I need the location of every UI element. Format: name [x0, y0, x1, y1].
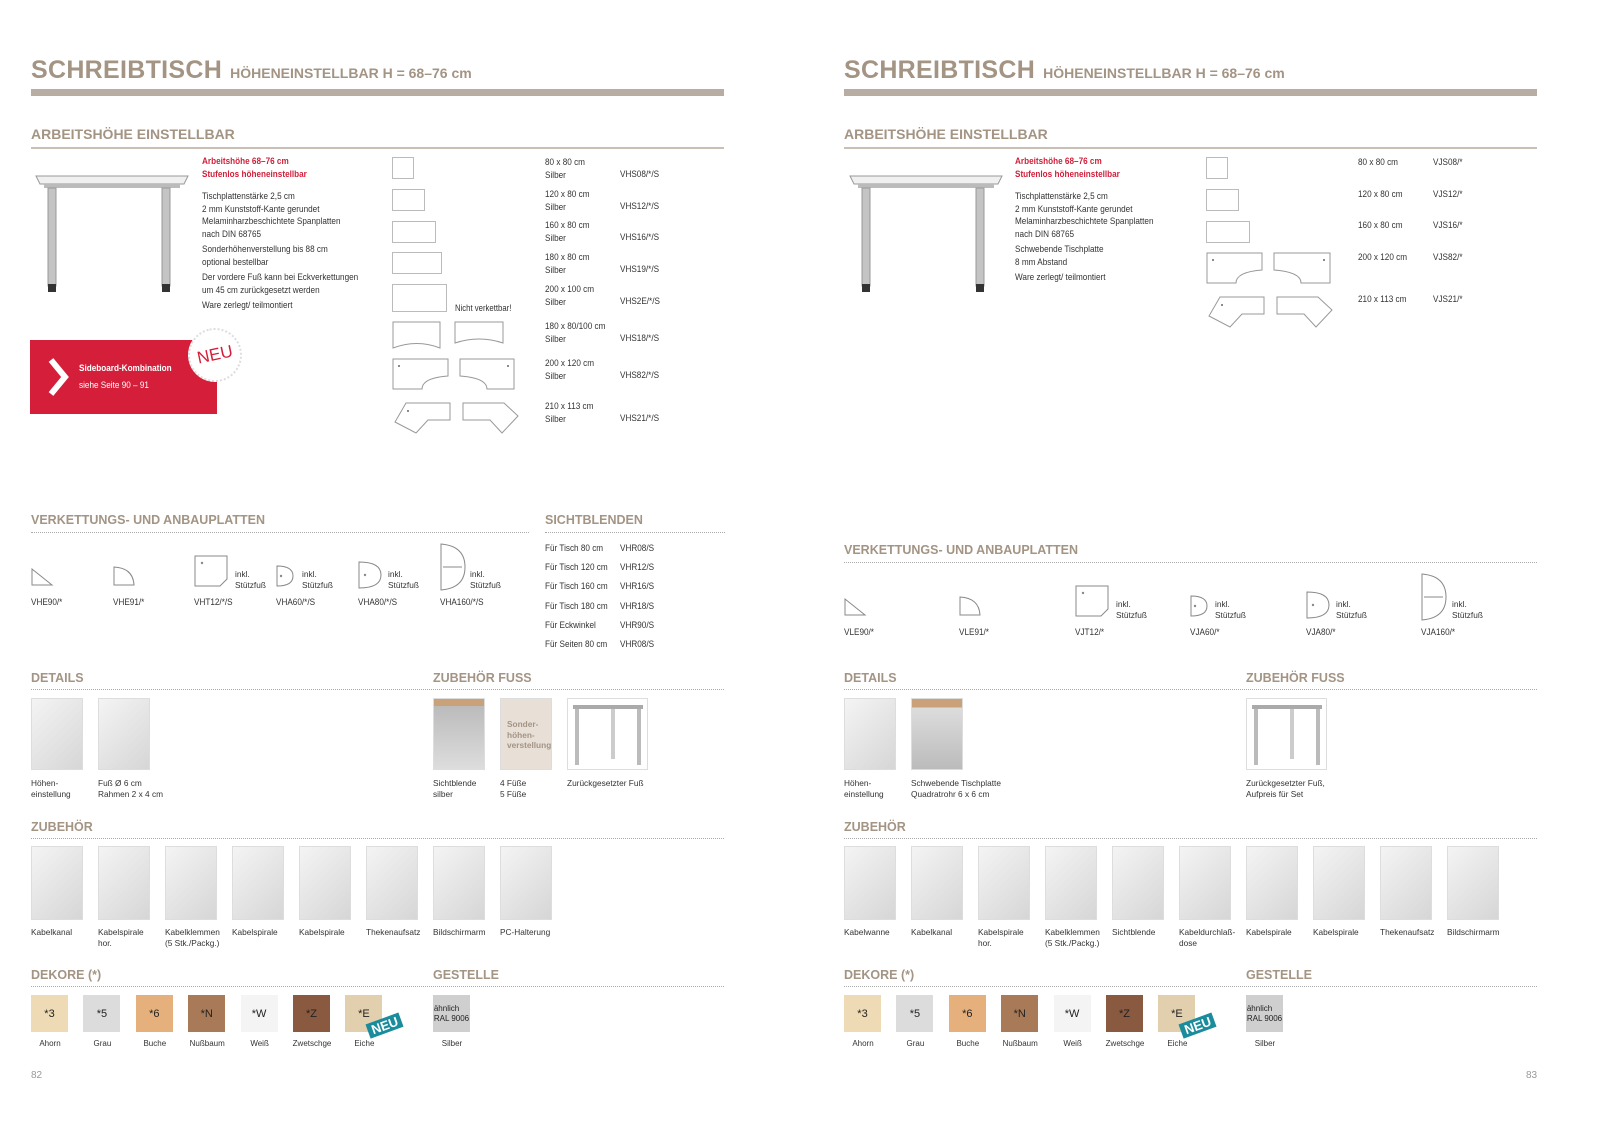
decor-swatch[interactable]: *W: [241, 995, 278, 1032]
section-title: ARBEITSHÖHE EINSTELLBAR: [31, 126, 235, 142]
decor-swatch[interactable]: *Z: [293, 995, 330, 1032]
desk-description: [1015, 156, 1154, 285]
floating-top-photo: [911, 698, 963, 770]
page-subtitle: HÖHENEINSTELLBAR H = 68–76 cm: [1043, 65, 1285, 81]
desc-line: Melaminharzbeschichtete Spanplatten: [202, 216, 341, 227]
half-round-small-icon: [276, 565, 294, 587]
chain-code: VLE91/*: [959, 627, 989, 638]
decor-label: Grau: [93, 1039, 112, 1048]
left-header: [31, 56, 472, 85]
accessory-caption: Kabelkanal: [31, 927, 73, 937]
accessory-caption: Thekenaufsatz: [1380, 927, 1435, 937]
promo-title: Sideboard-Kombination: [79, 363, 172, 374]
incl-foot-note: inkl. Stützfuß: [388, 569, 419, 590]
incl-foot-note: inkl. Stützfuß: [470, 569, 501, 590]
screen-code: VHR08/S: [620, 639, 655, 650]
shape-curved-icon: [392, 321, 506, 349]
screen-code: VHR18/S: [620, 601, 655, 612]
shape-rect-icon: [392, 189, 425, 211]
decor-label: Buche: [143, 1039, 167, 1048]
neu-badge: NEU: [183, 323, 247, 387]
screen-label: Für Tisch 180 cm: [545, 601, 608, 612]
frame-label: Silber: [1254, 1039, 1276, 1048]
chain-code: VHE90/*: [31, 597, 63, 608]
header-rule: [31, 89, 724, 96]
decor-swatch[interactable]: *E: [1158, 995, 1195, 1032]
desk-illustration: [34, 168, 190, 294]
screen-code: VHR90/S: [620, 620, 655, 631]
desc-line: Melaminharzbeschichtete Spanplatten: [1015, 216, 1154, 227]
not-chainable-note: Nicht verkettbar!: [455, 303, 512, 313]
decor-label: Eiche: [354, 1039, 375, 1048]
size-row: 180 x 80/100 cm Silber: [545, 321, 606, 345]
article-number: VHS21/*/S: [620, 413, 660, 424]
incl-foot-note: inkl. Stützfuß: [1215, 599, 1246, 620]
frames-title: GESTELLE: [1246, 968, 1312, 982]
accessories-title: ZUBEHÖR: [844, 820, 906, 834]
desc-line: 8 mm Abstand: [1015, 256, 1068, 268]
desc-line: 2 mm Kunststoff-Kante gerundet: [202, 203, 320, 215]
chain-code: VHA160/*/S: [440, 597, 484, 608]
article-number: VHS2E/*/S: [620, 296, 660, 307]
size-row: 160 x 80 cm Silber: [545, 220, 590, 244]
chain-title: VERKETTUNGS- UND ANBAUPLATTEN: [31, 513, 266, 527]
accessory-photo: [844, 846, 896, 920]
article-number: VJS08/*: [1433, 157, 1463, 168]
decors-title: DEKORE (*): [844, 968, 915, 982]
half-round-large-icon: [440, 543, 466, 591]
accessory-photo: [31, 846, 83, 920]
accessory-photo: [366, 846, 418, 920]
special-height-label: Sonder- höhen- verstellung: [507, 719, 552, 750]
accessory-photo: [433, 846, 485, 920]
desc-line: Sonderhöhenverstellung bis 88 cm: [202, 244, 328, 255]
size-row: 120 x 80 cm Silber: [545, 189, 590, 213]
article-number: VJS12/*: [1433, 189, 1463, 200]
size-label: 200 x 120 cm: [1358, 252, 1408, 263]
chain-code: VJA160/*: [1421, 627, 1456, 638]
special-height-box: [500, 698, 552, 770]
chain-code: VHA80/*/S: [358, 597, 398, 608]
frames-title: GESTELLE: [433, 968, 499, 982]
chain-code: VHT12/*/S: [194, 597, 233, 608]
page-number: 83: [1526, 1070, 1538, 1081]
decor-label: Ahorn: [852, 1039, 874, 1048]
accessory-caption: Kabelspirale hor.: [978, 927, 1024, 948]
neu-badge: NEU: [1179, 1012, 1217, 1038]
accessory-photo: [165, 846, 217, 920]
accessory-caption: Kabelspirale: [299, 927, 345, 937]
page-title: SCHREIBTISCH: [31, 56, 223, 84]
article-number: VHS08/*/S: [620, 169, 660, 180]
article-number: VHS82/*/S: [620, 370, 660, 381]
accessory-photo: [911, 846, 963, 920]
screen-label: Für Tisch 80 cm: [545, 543, 604, 554]
frame-swatch[interactable]: ähnlich RAL 9006: [1246, 995, 1283, 1032]
screen-label: Für Tisch 160 cm: [545, 581, 608, 592]
height-range-text: Arbeitshöhe 68–76 cm: [202, 156, 289, 167]
decor-label: Grau: [906, 1039, 925, 1048]
accessory-caption: Kabelwanne: [844, 927, 890, 937]
accessory-caption: Kabelklemmen (5 Stk./Packg.): [1045, 927, 1100, 948]
promo-subtitle: siehe Seite 90 – 91: [79, 380, 149, 391]
accessory-photo: [299, 846, 351, 920]
size-row: 200 x 120 cm Silber: [545, 358, 595, 382]
size-label: 80 x 80 cm: [1358, 157, 1398, 168]
screen-photo: [433, 698, 485, 770]
accessory-caption: Bildschirmarm: [1447, 927, 1500, 937]
right-header: [844, 56, 1285, 85]
desc-line: Ware zerlegt/ teilmontiert: [202, 300, 293, 311]
decor-label: Zwetschge: [1105, 1039, 1145, 1048]
foot-accessories-title: ZUBEHÖR FUSS: [433, 671, 532, 685]
shape-corner-icon: [392, 358, 516, 390]
incl-foot-note: inkl. Stützfuß: [1116, 599, 1147, 620]
accessory-photo: [1313, 846, 1365, 920]
size-label: 160 x 80 cm: [1358, 220, 1403, 231]
chain-title: VERKETTUNGS- UND ANBAUPLATTEN: [844, 543, 1079, 557]
desc-line: optional bestellbar: [202, 256, 269, 268]
detail-caption: Höhen- einstellung: [31, 778, 71, 799]
neu-badge: NEU: [366, 1012, 404, 1038]
accessory-photo: [1246, 846, 1298, 920]
corner-plate-icon: [1075, 585, 1109, 617]
frame-swatch[interactable]: ähnlich RAL 9006: [433, 995, 470, 1032]
desc-line: 2 mm Kunststoff-Kante gerundet: [1015, 203, 1133, 215]
accessory-caption: Kabelklemmen (5 Stk./Packg.): [165, 927, 220, 948]
desc-line: Tischplattenstärke 2,5 cm: [1015, 191, 1108, 202]
decor-label: Zwetschge: [292, 1039, 332, 1048]
chain-code: VJA60/*: [1190, 627, 1220, 638]
accessory-photo: [232, 846, 284, 920]
section-title: ARBEITSHÖHE EINSTELLBAR: [844, 126, 1048, 142]
decor-swatch[interactable]: *6: [949, 995, 986, 1032]
accessory-caption: Sichtblende: [1112, 927, 1156, 937]
chevron-right-icon: [48, 358, 68, 396]
size-row: 180 x 80 cm Silber: [545, 252, 590, 276]
height-range-text: Arbeitshöhe 68–76 cm: [1015, 156, 1102, 167]
screen-code: VHR16/S: [620, 581, 655, 592]
height-adjust-photo: [31, 698, 83, 770]
triangle-plate-icon: [844, 598, 866, 616]
accessory-photo: [98, 846, 150, 920]
shape-corner-icon: [1206, 252, 1332, 284]
accessory-caption: PC-Halterung: [500, 927, 551, 937]
half-round-medium-icon: [358, 561, 382, 589]
shape-angle-icon: [1206, 294, 1336, 329]
foot-caption: 4 Füße 5 Füße: [500, 778, 527, 799]
desc-line: Schwebende Tischplatte: [1015, 244, 1104, 255]
accessory-photo: [1380, 846, 1432, 920]
desc-line: Tischplattenstärke 2,5 cm: [202, 191, 295, 202]
shape-square-icon: [1206, 157, 1228, 179]
decor-label: Weiß: [250, 1039, 269, 1048]
incl-foot-note: inkl. Stützfuß: [302, 569, 333, 590]
screens-title: SICHTBLENDEN: [545, 513, 643, 527]
chain-code: VJT12/*: [1075, 627, 1105, 638]
quarter-plate-icon: [113, 566, 135, 586]
shape-rect-icon: [1206, 221, 1250, 243]
decor-label: Nußbaum: [189, 1039, 225, 1048]
dotted-rule: [844, 838, 1537, 839]
screen-label: Für Eckwinkel: [545, 620, 596, 631]
desc-line: nach DIN 68765: [202, 228, 262, 240]
decor-label: Weiß: [1063, 1039, 1082, 1048]
accessory-caption: Kabelspirale: [1246, 927, 1292, 937]
decor-swatch[interactable]: *3: [31, 995, 68, 1032]
half-round-medium-icon: [1306, 591, 1330, 619]
size-row: 80 x 80 cm Silber: [545, 157, 585, 181]
desc-line: Der vordere Fuß kann bei Eckverkettungen: [202, 272, 359, 283]
shape-rect-icon: [392, 252, 442, 274]
header-rule: [844, 89, 1537, 96]
article-number: VJS21/*: [1433, 294, 1463, 305]
shape-angle-icon: [392, 400, 522, 435]
accessory-photo: [1179, 846, 1231, 920]
chain-code: VJA80/*: [1306, 627, 1336, 638]
accessories-title: ZUBEHÖR: [31, 820, 93, 834]
accessory-photo: [1447, 846, 1499, 920]
detail-caption: Schwebende Tischplatte Quadratrohr 6 x 6 cm: [911, 778, 1001, 799]
chain-code: VHE91/*: [113, 597, 145, 608]
desc-line: Ware zerlegt/ teilmontiert: [1015, 272, 1106, 283]
incl-foot-note: inkl. Stützfuß: [235, 569, 266, 590]
decor-label: Ahorn: [39, 1039, 61, 1048]
stepless-text: Stufenlos höheneinstellbar: [202, 168, 307, 180]
decor-swatch[interactable]: *3: [844, 995, 881, 1032]
page-title: SCHREIBTISCH: [844, 56, 1036, 84]
decor-label: Nußbaum: [1002, 1039, 1038, 1048]
screen-code: VHR12/S: [620, 562, 655, 573]
desk-description: [202, 156, 358, 313]
details-title: DETAILS: [844, 671, 897, 685]
dotted-rule: [31, 986, 724, 987]
screen-code: VHR08/S: [620, 543, 655, 554]
decor-swatch[interactable]: *5: [83, 995, 120, 1032]
article-number: VHS18/*/S: [620, 333, 660, 344]
section-rule: [31, 147, 724, 149]
foot-caption: Sichtblende silber: [433, 778, 477, 799]
stepless-text: Stufenlos höheneinstellbar: [1015, 168, 1120, 180]
accessory-caption: Kabelkanal: [911, 927, 953, 937]
shape-rect-icon: [392, 284, 447, 312]
dotted-rule: [545, 532, 725, 533]
screen-label: Für Tisch 120 cm: [545, 562, 608, 573]
dotted-rule: [844, 689, 1537, 690]
article-number: VJS82/*: [1433, 252, 1463, 263]
article-number: VHS16/*/S: [620, 232, 660, 243]
decors-title: DEKORE (*): [31, 968, 102, 982]
desk-illustration: [848, 168, 1004, 294]
details-title: DETAILS: [31, 671, 84, 685]
shape-square-icon: [392, 157, 414, 179]
article-number: VHS12/*/S: [620, 201, 660, 212]
section-rule: [844, 147, 1537, 149]
half-round-small-icon: [1190, 595, 1208, 617]
detail-caption: Höhen- einstellung: [844, 778, 884, 799]
desc-line: um 45 cm zurückgesetzt werden: [202, 284, 320, 296]
foot-frame-photo: [98, 698, 150, 770]
chain-code: VHA60/*/S: [276, 597, 316, 608]
frame-label: Silber: [441, 1039, 463, 1048]
accessory-photo: [1045, 846, 1097, 920]
dotted-rule: [844, 562, 1537, 563]
desc-line: nach DIN 68765: [1015, 228, 1075, 240]
shape-rect-icon: [392, 221, 436, 243]
foot-caption: Zurückgesetzter Fuß, Aufpreis für Set: [1246, 778, 1325, 799]
size-row: 210 x 113 cm Silber: [545, 401, 594, 425]
recessed-foot-photo: [567, 698, 648, 770]
corner-plate-icon: [194, 555, 228, 587]
dotted-rule: [844, 986, 1537, 987]
half-round-large-icon: [1421, 573, 1447, 621]
accessory-caption: Thekenaufsatz: [366, 927, 421, 937]
decor-swatch[interactable]: *N: [188, 995, 225, 1032]
decor-swatch[interactable]: *W: [1054, 995, 1091, 1032]
chain-code: VLE90/*: [844, 627, 874, 638]
foot-accessories-title: ZUBEHÖR FUSS: [1246, 671, 1345, 685]
accessory-photo: [978, 846, 1030, 920]
incl-foot-note: inkl. Stützfuß: [1336, 599, 1367, 620]
accessory-caption: Kabeldurchlaß- dose: [1179, 927, 1236, 948]
foot-caption: Zurückgesetzter Fuß: [567, 778, 644, 788]
accessory-caption: Kabelspirale hor.: [98, 927, 144, 948]
decor-swatch[interactable]: *Z: [1106, 995, 1143, 1032]
size-row: 200 x 100 cm Silber: [545, 284, 595, 308]
triangle-plate-icon: [31, 568, 53, 586]
decor-label: Eiche: [1167, 1039, 1188, 1048]
quarter-plate-icon: [959, 596, 981, 616]
decor-swatch[interactable]: *E: [345, 995, 382, 1032]
accessory-caption: Kabelspirale: [1313, 927, 1359, 937]
page-number: 82: [31, 1070, 43, 1081]
dotted-rule: [31, 838, 724, 839]
detail-caption: Fuß Ø 6 cm Rahmen 2 x 4 cm: [98, 778, 164, 799]
size-label: 120 x 80 cm: [1358, 189, 1403, 200]
decor-swatch[interactable]: *6: [136, 995, 173, 1032]
decor-label: Buche: [956, 1039, 980, 1048]
accessory-photo: [500, 846, 552, 920]
size-label: 210 x 113 cm: [1358, 294, 1407, 305]
incl-foot-note: inkl. Stützfuß: [1452, 599, 1483, 620]
shape-rect-icon: [1206, 189, 1239, 211]
article-number: VJS16/*: [1433, 220, 1463, 231]
article-number: VHS19/*/S: [620, 264, 660, 275]
accessory-caption: Kabelspirale: [232, 927, 278, 937]
accessory-caption: Bildschirmarm: [433, 927, 486, 937]
accessory-photo: [1112, 846, 1164, 920]
page-subtitle: HÖHENEINSTELLBAR H = 68–76 cm: [230, 65, 472, 81]
dotted-rule: [31, 689, 724, 690]
height-adjust-photo: [844, 698, 896, 770]
screen-label: Für Seiten 80 cm: [545, 639, 608, 650]
recessed-foot-photo: [1246, 698, 1327, 770]
dotted-rule: [31, 532, 529, 533]
decor-swatch[interactable]: *N: [1001, 995, 1038, 1032]
decor-swatch[interactable]: *5: [896, 995, 933, 1032]
